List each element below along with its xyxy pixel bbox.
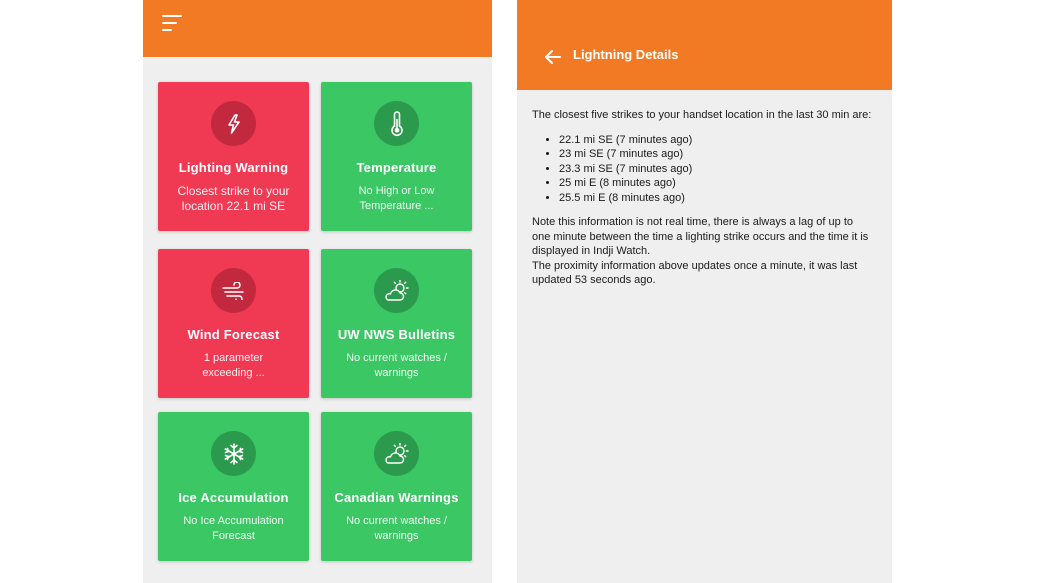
thermometer-icon (374, 101, 419, 146)
dashboard-screen (143, 0, 492, 583)
snowflake-icon (211, 431, 256, 476)
tile-title: Lighting Warning (178, 160, 289, 175)
tile-title: Canadian Warnings (334, 490, 459, 505)
list-item: • 25 mi E (8 minutes ago) (559, 176, 882, 191)
list-item: • 23 mi SE (7 minutes ago) (559, 147, 882, 162)
details-header (517, 0, 892, 90)
note-text: Note this information is not real time, there is always a lag of up to one minute between the time a lighting strike occurs and the time it is displayed in Indji Watch. The proximity information above updates once a minute, it was last updated 53 seconds ago. (532, 216, 869, 286)
intro-text: The closest five strikes to your handset location in the last 30 min are: (532, 109, 872, 121)
tile-subtitle: No current watches / warnings (346, 352, 447, 379)
tile-canadian-warnings[interactable] (321, 412, 472, 561)
tile-subtitle: No Ice Accumulation Forecast (183, 515, 284, 542)
tile-uw-nws-bulletins[interactable] (321, 249, 472, 398)
lightning-icon (211, 101, 256, 146)
strike-list (532, 133, 882, 206)
tile-title: Wind Forecast (187, 327, 280, 342)
tile-wind-forecast[interactable] (158, 249, 309, 398)
tile-title: Temperature (356, 160, 437, 175)
tile-subtitle: No High or Low Temperature ... (358, 185, 435, 212)
details-body (532, 108, 882, 288)
list-item: • 25.5 mi E (8 minutes ago) (559, 191, 882, 206)
partly-cloudy-icon (374, 431, 419, 476)
tile-subtitle: 1 parameter exceeding ... (202, 352, 265, 379)
app-header (143, 0, 492, 57)
lightning-details-screen (517, 0, 892, 583)
tile-title: Ice Accumulation (178, 490, 289, 505)
tile-lighting-warning[interactable] (158, 82, 309, 231)
partly-cloudy-icon (374, 268, 419, 313)
list-item: • 22.1 mi SE (7 minutes ago) (559, 133, 882, 148)
page-title: Lightning Details (573, 47, 679, 62)
back-arrow-icon[interactable] (542, 46, 564, 68)
list-item: • 23.3 mi SE (7 minutes ago) (559, 162, 882, 177)
wind-icon (211, 268, 256, 313)
tile-subtitle: Closest strike to your location 22.1 mi SE (177, 184, 290, 213)
tile-subtitle: No current watches / warnings (346, 515, 447, 542)
tile-temperature[interactable] (321, 82, 472, 231)
menu-icon[interactable] (162, 15, 184, 35)
tile-title: UW NWS Bulletins (337, 327, 456, 342)
tile-ice-accumulation[interactable] (158, 412, 309, 561)
